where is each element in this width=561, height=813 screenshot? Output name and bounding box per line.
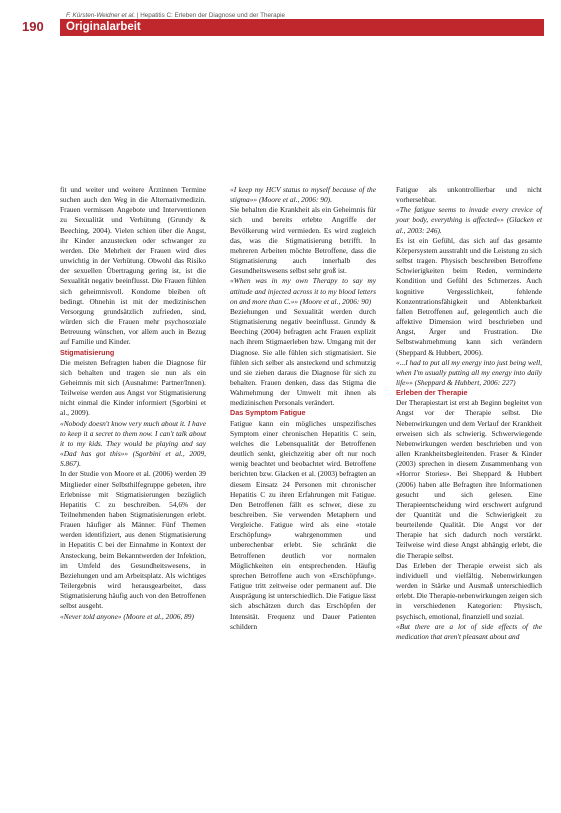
- paragraph: Es ist ein Gefühl, das sich auf das gesamte Körpersystem ausstrahlt und die Leistung zu sich selbst tragen. Physisch beschreiben Betroffene Schwierigkeiten beim Reden, verminderte Kondition und Gefühl des Schmerzes. Auch kognitive Vergesslichkeit, fehlende Konzentrationsfähigkeit und Ablenkbarkeit fallen Betroffenen auf, gelegentlich auch die affektive Dimension wird beschrieben und Angst, Ärger und Frustration. Die Selbstwahrnehmung kann sich verändern (Sheppard & Hubbert, 2006).: [396, 235, 542, 357]
- text-column-1: [60, 185, 206, 622]
- section-label: Originalarbeit: [60, 19, 544, 36]
- text-column-2: [230, 185, 376, 632]
- running-header-separator: |: [136, 12, 141, 19]
- quote: «The fatigue seems to invade every crevice of your body, everything is affected»» (Glacken et al., 2003: 246).: [396, 205, 542, 235]
- text-column-3: [396, 185, 542, 642]
- quote: «...I had to put all my energy into just being well, when I'm usually putting all my energy into daily life»» (Sheppard & Hubbert, 2006: 227): [396, 357, 542, 387]
- page-number: 190: [22, 19, 44, 34]
- quote: «When was in my own Therapy to say my attitude and injected across it to my blood letters on and more than C.»» (Moore et al., 2006: 90): [230, 276, 376, 306]
- running-header-authors: F. Kürsten-Weidner et al.: [66, 12, 136, 19]
- running-header: [66, 12, 546, 19]
- paragraph: In der Studie von Moore et al. (2006) werden 39 Mitglieder einer Selbsthilfegruppe gebeten, ihre Erlebnisse mit Stigmatisierungen bezüglich Hepatitis C zu beschreiben. 54,6% der Teilnehmenden haben Stigmatisierungen erlebt. Frauen häufiger als Männer. Fünf Themen werden identifiziert, aus denen Stigmatisierung in Hepatitis C bei der Einnahme in Kontext der Ansteckung, beim Bekanntwerden der Infektion, im Umfeld des Gesundheitswesens, in Beziehungen und am Arbeitsplatz. Als wichtiges Teilergebnis wird herausgearbeitet, dass Stigmatisierung häufig auch von den Betroffenen selbst ausgeht.: [60, 469, 206, 611]
- paragraph: Der Therapiestart ist erst ab Beginn begleitet von Angst vor der Therapie selbst. Die Nebenwirkungen und dem Verlauf der Krankheit erweisen sich als schwierig. Schwerwiegende Nebenwirkungen werden beschrieben und von allen Krankheitsbegleitenden. Fraser & Kinder (2003) sprechen in diesem Zusammenhang von «Horror Stories». Bei Sheppard & Hubbert (2006) haben alle Befragten ihre Informationen gesucht und sich gelesen. Eine Therapieentscheidung wird erschwert aufgrund der Quantität und die Schwierigkeit zu beurteilende Qualität. Die Angst vor der Therapie hat sich dadurch noch verstärkt. Teilweise wird diese Angst abhängig erlebt, die die Therapie selbst.: [396, 398, 542, 560]
- subheading-fatigue: Das Symptom Fatigue: [230, 408, 306, 418]
- paragraph: Beziehungen und Sexualität werden durch Stigmatisierung negativ beeinflusst. Grundy & Beeching (2004) befragten acht Frauen explizit nach ihrem Stigmaerleben bzw. Umgang mit der Diagnose. Sie alle fühlen sich stigmatisiert. Sie fühlen sich selber als ansteckend und schmutzig und sie ziehen daraus die Diagnose für sich zu behalten. Frauen denken, dass das Stigma die Wahrnehmung der Umwelt mit ihnen als medizinischen Personals verändert.: [230, 306, 376, 408]
- quote: «Nobody doesn't know very much about it. I have to keep it a secret to them now. I can't talk about it to my kids. They would be playing and say «Dad has got this»» (Sgorbini et al., 2009, S.867).: [60, 418, 206, 469]
- paragraph: Fatigue kann ein mögliches unspezifisches Symptom einer chronischen Hepatitis C sein, welches die Lebensqualität der Betroffenen deutlich senkt, gleichzeitig aber oft nur noch wenig beachtet und beobachtet wird. Betroffene berichten bzw. Glacken et al. (2003) befragten an diesem Einsatz 24 Personen mit chronischer Hepatitis C zu ihren Erfahrungen mit Fatigue. Den Betroffenen fällt es schwer, diese zu beschreiben. Sie verwenden Metaphern und Vergleiche. Fatigue wird als eine «totale Erschöpfung» wahrgenommen und unberechenbar erlebt. Sie schränkt die Betroffenen deutlich vor normalen Möglichkeiten ein entsprechenden. Häufig sprechen Betroffene auch von «Erschöpfung». Fatigue tritt zeitweise oder permanent auf. Die Ausprägung ist unterschiedlich. Die Fatigue lässt sich abschätzen durch das Erschöpfen der Intensität. Frequenz und Dauer Patienten schildern: [230, 418, 376, 631]
- quote: «But there are a lot of side effects of the medication that aren't pleasant about and: [396, 621, 542, 641]
- running-header-title: Hepatitis C: Erleben der Diagnose und der Therapie: [140, 12, 286, 19]
- quote: «Never told anyone» (Moore et al., 2006, 89): [60, 611, 194, 621]
- subheading-therapie: Erleben der Therapie: [396, 388, 468, 398]
- subheading-stigmatisierung: Stigmatisierung: [60, 347, 115, 357]
- paragraph: Das Erleben der Therapie erweist sich als individuell und vielfältig. Nebenwirkungen werden in Stärke und Ausmaß unterschiedlich erlebt. Die Therapie-nebenwirkungen zeigen sich in verschiedenen Kategorien: Physisch, psychisch, emotional, finanziell und sozial.: [396, 560, 542, 621]
- quote: «I keep my HCV status to myself because of the stigma»» (Moore et al., 2006: 90).: [230, 185, 376, 205]
- paragraph: Fatigue als unkontrollierbar und nicht vorhersehbar.: [396, 185, 542, 205]
- paragraph: fit und weiter und weitere Ärztinnen Termine suchen auch den Weg in die Alternativmedizin. Frauen vermissen Angebote und Interventionen zu Sexualität und Verhütung (Grundy & Beeching, 2004). Vielen schien über die Angst, ihr Kinder anzustecken oder schwanger zu werden. Die Mehrheit der Frauen wird dies unwichtig in der Verhütung. Obwohl das Risiko der sexuellen Übertragung gering ist, ist die Sexualität negativ beeinflusst. Die Frauen fühlen sich geheimnisvoll. Kondome bleiben oft bedingt. Ohnehin ist mit der medizinischen Versorgung grundsätzlich zufrieden, sind, würden sich die Frauen mehr psychosoziale Betreuung wünschen, vor allem auch in Bezug auf Familie und Kinder.: [60, 185, 206, 347]
- paragraph: Die meisten Befragten haben die Diagnose für sich behalten und tragen sie nun als ein Geheimnis mit sich (Ausnahme: Partner/Innen). Teilweise werden aus Angst vor Stigmatisierung nicht einmal die Kinder informiert (Sgorbini et al., 2009).: [60, 357, 206, 418]
- paragraph: Sie behalten die Krankheit als ein Geheimnis für sich und bereits erlebte Angriffe der Bevölkerung wird vermieden. Es wird zugleich das, was die Stigmatisierung betrifft. In mehreren Arbeiten möchte Betroffene, dass die Stigmatisierung auch innerhalb des Gesundheitswesens selbst sehr groß ist.: [230, 205, 376, 276]
